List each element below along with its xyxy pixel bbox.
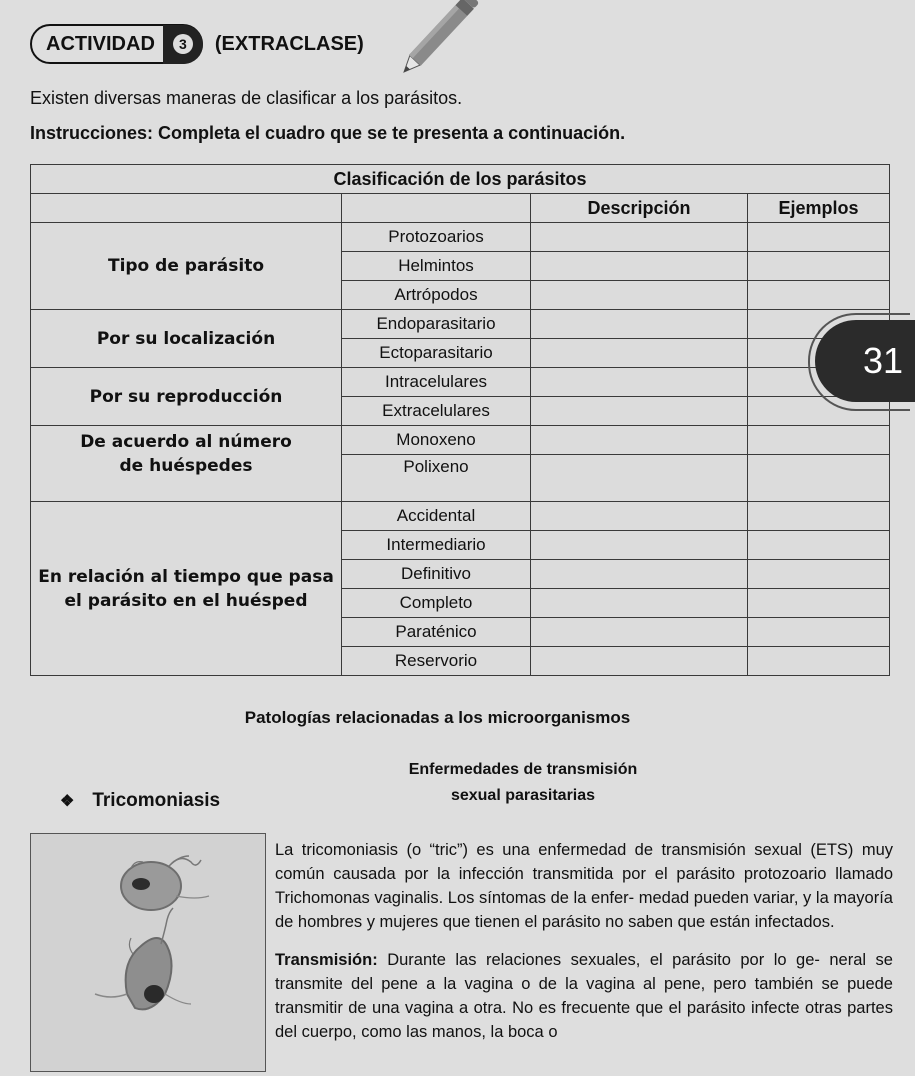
page-number-tab bbox=[815, 320, 915, 402]
subtype-cell: Paraténico bbox=[342, 618, 531, 647]
instructions-text: Instrucciones: Completa el cuadro que se te presenta a continuación. bbox=[30, 123, 626, 143]
subsection-title: Enfermedades de transmisión sexual parasitarias bbox=[408, 761, 638, 804]
extraclase-label: (EXTRACLASE) bbox=[214, 32, 364, 55]
table-title: Clasificación de los parásitos bbox=[31, 165, 890, 194]
description-cell[interactable] bbox=[531, 252, 748, 281]
subtype-cell: Endoparasitario bbox=[342, 310, 531, 339]
examples-cell[interactable] bbox=[748, 252, 890, 281]
description-cell[interactable] bbox=[531, 223, 748, 252]
description-cell[interactable] bbox=[531, 618, 748, 647]
category-cell: Tipo de parásito bbox=[31, 223, 342, 310]
parasite-upper bbox=[121, 856, 209, 910]
trichomonas-image bbox=[30, 833, 266, 1072]
examples-cell[interactable] bbox=[748, 531, 890, 560]
description-cell[interactable] bbox=[531, 647, 748, 676]
description-cell[interactable] bbox=[531, 560, 748, 589]
transmission-label: Transmisión: bbox=[275, 951, 378, 969]
activity-label: ACTIVIDAD bbox=[46, 32, 155, 55]
parasite-lower bbox=[95, 908, 191, 1009]
subtype-cell: Extracelulares bbox=[342, 397, 531, 426]
description-cell[interactable] bbox=[531, 310, 748, 339]
intro-text: Existen diversas maneras de clasificar a los parásitos. bbox=[30, 88, 463, 108]
paragraph-transmission bbox=[275, 948, 893, 1044]
subtype-cell: Accidental bbox=[342, 502, 531, 531]
subtype-cell: Definitivo bbox=[342, 560, 531, 589]
examples-cell[interactable] bbox=[748, 560, 890, 589]
examples-cell[interactable] bbox=[748, 426, 890, 455]
examples-cell[interactable] bbox=[748, 589, 890, 618]
header-empty-cell bbox=[342, 194, 531, 223]
category-cell: Por su localización bbox=[31, 310, 342, 368]
page-number: 31 bbox=[863, 340, 904, 381]
description-cell[interactable] bbox=[531, 339, 748, 368]
pencil-icon bbox=[400, 0, 480, 76]
examples-cell[interactable] bbox=[748, 647, 890, 676]
description-cell[interactable] bbox=[531, 426, 748, 455]
subtype-cell: Polixeno bbox=[342, 455, 531, 502]
classification-table bbox=[30, 164, 890, 676]
header-empty-cell bbox=[31, 194, 342, 223]
examples-header: Ejemplos bbox=[748, 194, 890, 223]
subtype-cell: Monoxeno bbox=[342, 426, 531, 455]
category-cell: Por su reproducción bbox=[31, 368, 342, 426]
transmission-text: Durante las relaciones sexuales, el parásito por lo ge- neral se transmite del pene a la vagina o de la vagina al pene, pero también se puede transmitir de una vagina a otra. No es frecuente que el parásito infecte otras partes del cuerpo, como las manos, la boca o bbox=[275, 951, 893, 1041]
activity-number: 3 bbox=[173, 34, 193, 54]
description-cell[interactable] bbox=[531, 589, 748, 618]
examples-cell[interactable] bbox=[748, 455, 890, 502]
description-cell[interactable] bbox=[531, 368, 748, 397]
activity-header bbox=[30, 22, 364, 66]
subtype-cell: Artrópodos bbox=[342, 281, 531, 310]
topic-heading bbox=[60, 790, 220, 812]
trichomonas-illustration bbox=[31, 834, 265, 1071]
subtype-cell: Helmintos bbox=[342, 252, 531, 281]
description-cell[interactable] bbox=[531, 531, 748, 560]
subtype-cell: Intermediario bbox=[342, 531, 531, 560]
examples-cell[interactable] bbox=[748, 281, 890, 310]
subtype-cell: Protozoarios bbox=[342, 223, 531, 252]
paragraph-description: La tricomoniasis (o “tric”) es una enfermedad de transmisión sexual (ETS) muy común causada por la infección transmitida por el parásito protozoario llamado Trichomonas vaginalis. Los síntomas de la enfer- medad pueden variar, y la mayoría de hombres y mujeres que tienen el parásito no saben que están infectados. bbox=[275, 841, 893, 931]
category-cell: En relación al tiempo que pasa el parásito en el huésped bbox=[31, 502, 342, 676]
category-cell: De acuerdo al número de huéspedes bbox=[31, 426, 342, 502]
diamond-bullet-icon: ❖ bbox=[60, 793, 75, 810]
tricomoniasis-text bbox=[275, 838, 893, 1058]
subtype-cell: Completo bbox=[342, 589, 531, 618]
examples-cell[interactable] bbox=[748, 502, 890, 531]
topic-label: Tricomoniasis bbox=[92, 790, 221, 811]
description-header: Descripción bbox=[531, 194, 748, 223]
description-cell[interactable] bbox=[531, 502, 748, 531]
subtype-cell: Ectoparasitario bbox=[342, 339, 531, 368]
activity-number-tab bbox=[163, 25, 203, 64]
subtype-cell: Intracelulares bbox=[342, 368, 531, 397]
activity-badge bbox=[30, 24, 203, 64]
description-cell[interactable] bbox=[531, 397, 748, 426]
subtype-cell: Reservorio bbox=[342, 647, 531, 676]
description-cell[interactable] bbox=[531, 281, 748, 310]
section-title: Patologías relacionadas a los microorganismos bbox=[244, 708, 631, 727]
examples-cell[interactable] bbox=[748, 223, 890, 252]
description-cell[interactable] bbox=[531, 455, 748, 502]
examples-cell[interactable] bbox=[748, 618, 890, 647]
